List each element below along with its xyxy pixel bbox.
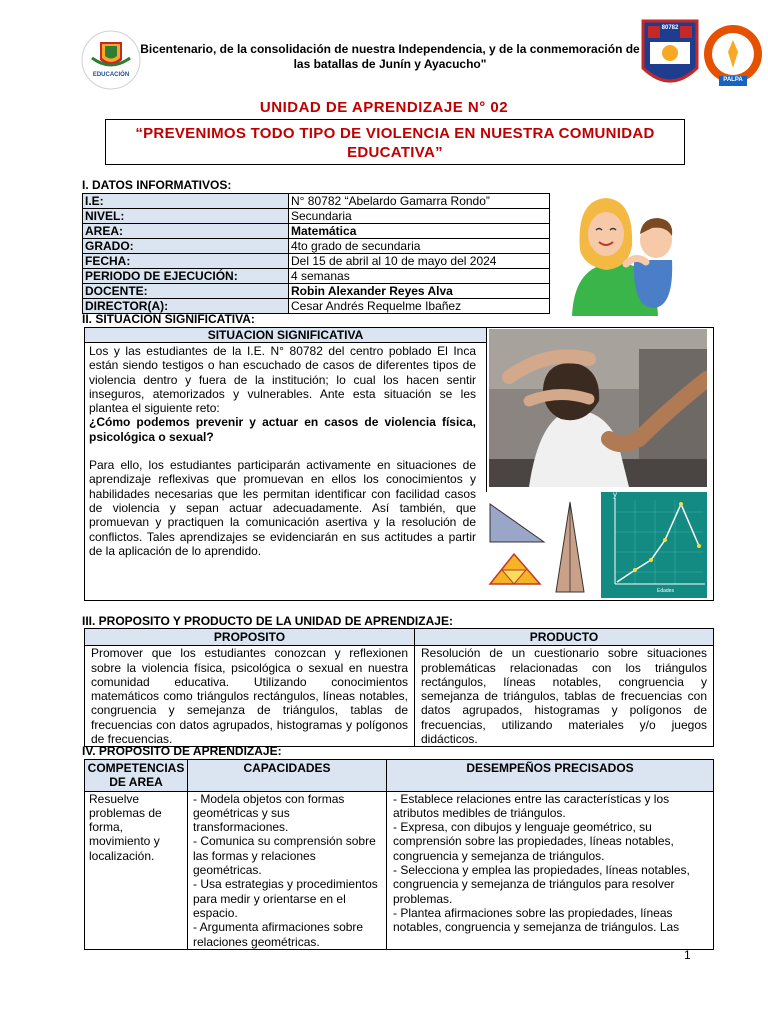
desempeno-item: - Selecciona y emplea las propiedades, líneas notables, congruencia y semejanza de triángulos para resolver problemas. [393,863,690,906]
unit-topic: “PREVENIMOS TODO TIPO DE VIOLENCIA EN NUESTRA COMUNIDAD EDUCATIVA” [105,119,685,165]
datos-row [83,239,550,254]
education-logo-text: EDUCACIÓN [92,72,130,78]
desempeno-item: - Establece relaciones entre las características y los atributos medibles de triángulos. [393,791,670,820]
chart-y-letter: y [613,490,617,499]
datos-label: FECHA: [83,254,289,269]
capacidades-column-header: CAPACIDADES [188,760,387,792]
desempenos-column-header: DESEMPEÑOS PRECISADOS [387,760,714,792]
situacion-box-title: SITUACION SIGNIFICATIVA [85,328,486,343]
datos-value: Robin Alexander Reyes Alva [289,284,550,299]
school-logo [640,18,700,94]
desempeno-item: - Expresa, con dibujos y lenguaje geométrico, su comprensión sobre las propiedades, líneas notables, congruencia y semejanza de triángulos. [393,820,674,863]
capacidad-item: - Comunica su comprensión sobre las formas y relaciones geométricas. [193,834,376,878]
situacion-paragraph-1: Los y las estudiantes de la I.E. N° 80782 del centro poblado El Inca están siendo testigos o han escuchado de casos de diferentes tipos de violencia dentro y fuera de la institución; lo cual los hacen sentir inseguros, atemorizados y vulnerables. Ante esta situación se les plantea el siguiente reto: [89,344,476,416]
datos-row [83,254,550,269]
datos-label: DIRECTOR(A): [83,299,289,314]
datos-label: PERIODO DE EJECUCIÓN: [83,269,289,284]
capacidad-item: - Usa estrategias y procedimientos para medir y orientarse en el espacio. [193,877,378,920]
datos-value: 4to grado de secundaria [289,239,550,254]
page-number: 1 [684,948,691,962]
datos-value: 4 semanas [289,269,550,284]
frequency-chart-figure [596,490,707,598]
ugel-logo [702,18,764,94]
datos-label: NIVEL: [83,209,289,224]
datos-table [82,193,550,314]
datos-row [83,224,550,239]
situacion-paragraph-2: Para ello, los estudiantes participarán activamente en situaciones de aprendizaje reflexivas que promuevan en ellos los conocimientos y habilidades necesarias que les permitan identificar con facilidad casos de violencia y sepan actuar adecuadamente. Así también, que promuevan y practiquen la comunicación asertiva y la resolución de conflictos. Tales aprendizajes se evidenciarán en sus actitudes a partir de la aplicación de lo aprendido. [89,458,476,558]
proposito-producto-table [84,628,714,747]
situacion-question: ¿Cómo podemos prevenir y actuar en casos de violencia física, psicológica o sexual? [89,415,476,444]
commemoration-text: Bicentenario, de la consolidación de nuestra Independencia, y de la conmemoración de las batallas de Junín y Ayacucho" [140,42,640,71]
chart-ylabel: Frecuencia [596,528,603,554]
aprendizaje-heading: IV. PROPOSITO DE APRENDIZAJE: [82,744,282,758]
datos-label: DOCENTE: [83,284,289,299]
datos-row [83,194,550,209]
datos-value: Cesar Andrés Requelme Ibañez [289,299,550,314]
datos-label: GRADO: [83,239,289,254]
chart-xlabel: Edades [657,588,674,594]
capacidad-item: - Modela objetos con formas geométricas y sus transformaciones. [193,791,345,835]
competencias-column-header: COMPETENCIAS DE AREA [85,760,188,792]
producto-column-header: PRODUCTO [415,629,714,646]
datos-value: N° 80782 “Abelardo Gamarra Rondo” [289,194,550,209]
ugel-logo-text: PALPA [723,77,743,83]
unit-title: UNIDAD DE APRENDIZAJE N° 02 [259,99,509,116]
school-logo-number: 80782 [661,25,679,31]
situacion-heading: II. SITUACION SIGNIFICATIVA: [82,312,255,326]
datos-value: Matemática [289,224,550,239]
producto-cell: Resolución de un cuestionario sobre situaciones problemáticas relacionadas con los triángulos rectángulos, líneas notables, congruencia y semejanza de triángulos, tablas de frecuencias con datos agrupados, histogramas y polígonos de frecuencias, utilizando materiales y/o juegos didácticos. [415,646,714,747]
proposito-cell: Promover que los estudiantes conozcan y reflexionen sobre la violencia física, psicológica o sexual en nuestra comunidad educativa. Utilizando conocimientos matemáticos como triángulos rectángulos, líneas notables, congruencia y semejanza de triángulos, tablas de frecuencias con datos agrupados, histogramas y polígonos de frecuencias. [85,646,415,747]
datos-label: I.E: [83,194,289,209]
datos-value: Del 15 de abril al 10 de mayo del 2024 [289,254,550,269]
desempeno-item: - Plantea afirmaciones sobre las propiedades, líneas notables, congruencia y semejanza de triángulos. Las [393,905,680,935]
datos-label: AREA: [83,224,289,239]
aprendizaje-table [84,759,714,950]
capacidades-cell [188,791,387,949]
datos-value: Secundaria [289,209,550,224]
competencia-cell: Resuelve problemas de forma, movimiento y localización. [85,791,188,949]
mother-child-illustration [566,190,686,318]
datos-heading: I. DATOS INFORMATIVOS: [82,178,232,192]
datos-row [83,269,550,284]
violence-photo [489,329,707,487]
situacion-text [89,344,476,558]
capacidad-item: - Argumenta afirmaciones sobre relaciones geométricas. [193,920,364,949]
triangles-figure [486,492,598,600]
datos-row [83,284,550,299]
datos-row [83,209,550,224]
proposito-producto-heading: III. PROPOSITO Y PRODUCTO DE LA UNIDAD DE APRENDIZAJE: [82,614,453,628]
desempenos-cell [387,791,714,949]
proposito-column-header: PROPOSITO [85,629,415,646]
